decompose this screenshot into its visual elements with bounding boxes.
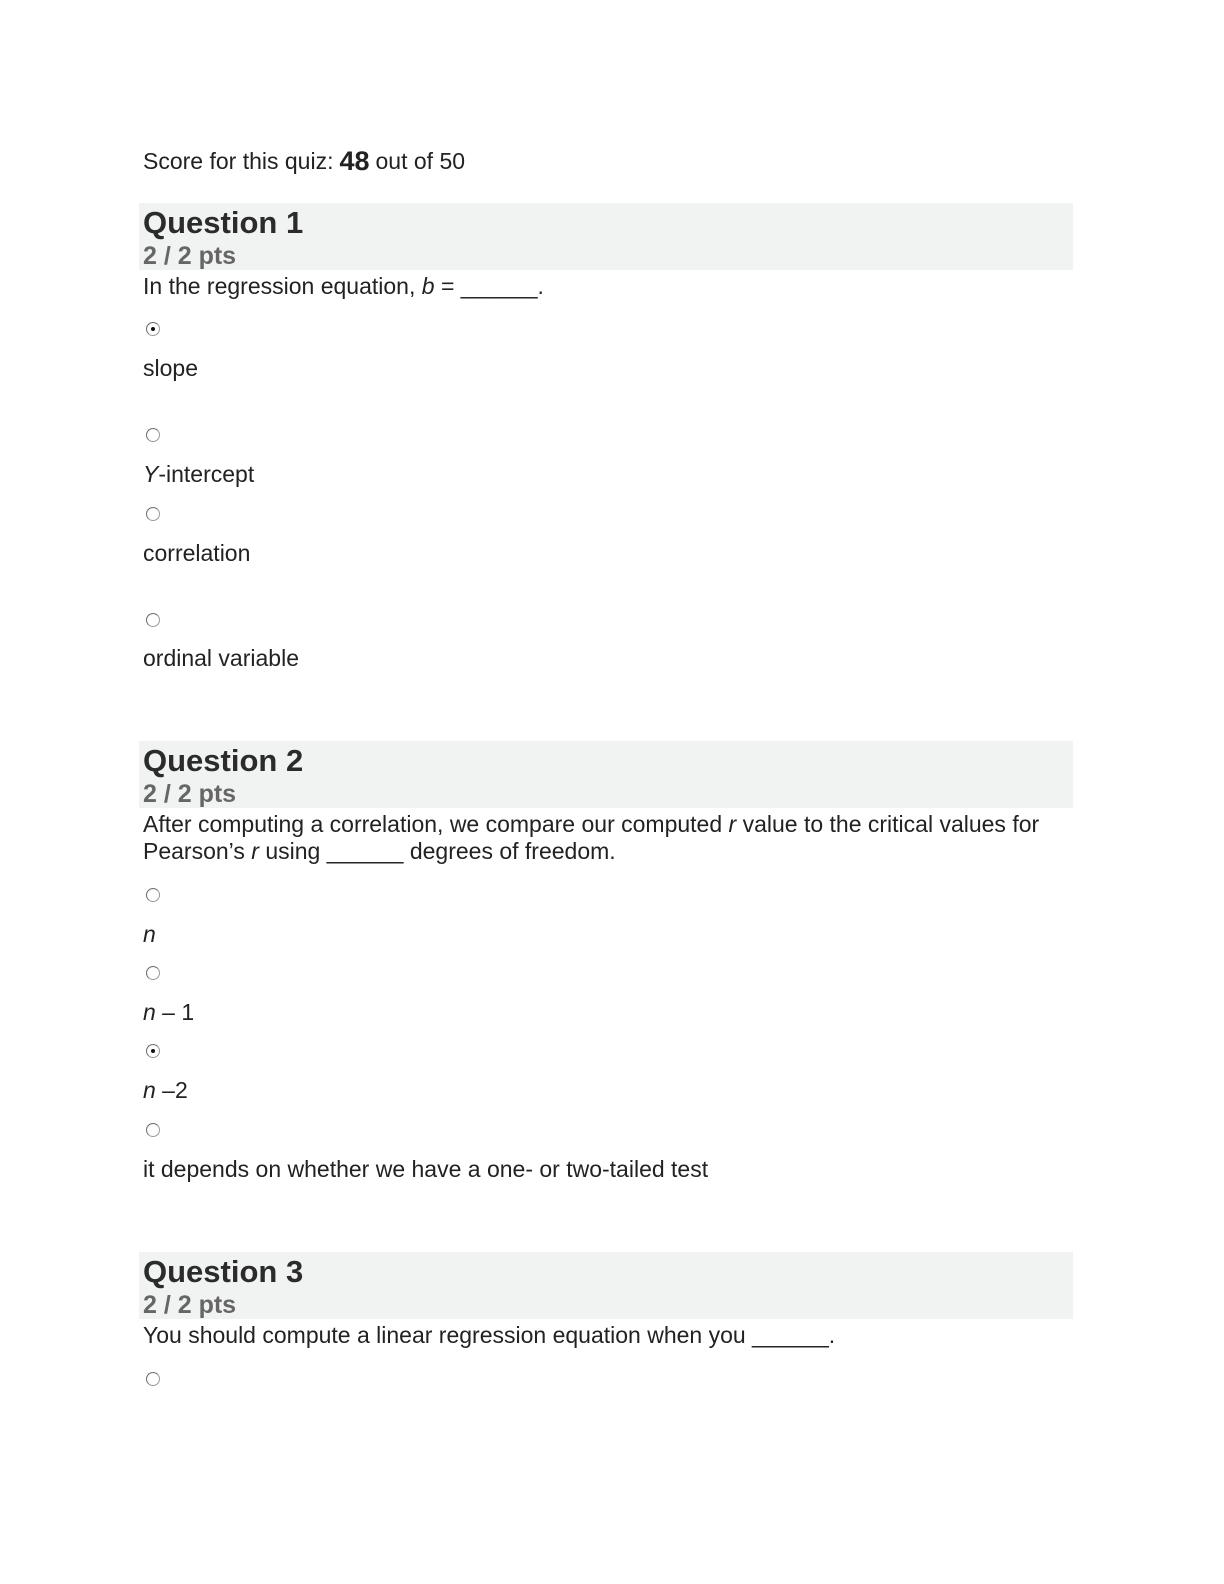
- quiz-score: [143, 143, 465, 179]
- q2-option-1-radio[interactable]: [146, 888, 160, 902]
- q1-option-4-radio[interactable]: [146, 613, 160, 627]
- q1-option-3-label: correlation: [143, 540, 251, 566]
- question-3-header: [139, 1252, 1073, 1319]
- question-title: Question 2: [143, 743, 304, 778]
- q2-option-3-label: n –2: [143, 1077, 188, 1103]
- q1-option-3-radio[interactable]: [146, 507, 160, 521]
- q2-option-2-radio[interactable]: [146, 966, 160, 980]
- score-prefix: Score for this quiz:: [143, 148, 334, 174]
- q2-option-3-radio[interactable]: [146, 1044, 160, 1058]
- q2-option-1-label: n: [143, 921, 156, 947]
- q1-option-2-radio[interactable]: [146, 428, 160, 442]
- q3-option-1-radio[interactable]: [146, 1372, 160, 1386]
- question-1-text: In the regression equation, b = ______.: [143, 273, 544, 299]
- question-2-text: After computing a correlation, we compare our computed r value to the critical values for Pearson’s r using ______ degrees of freedom.: [143, 811, 1040, 864]
- question-2-header: [139, 741, 1073, 808]
- q2-option-4-label: it depends on whether we have a one- or two-tailed test: [143, 1156, 709, 1182]
- score-suffix: out of 50: [375, 148, 466, 174]
- question-points: 2 / 2 pts: [143, 1291, 237, 1319]
- q1-option-1-label: slope: [143, 355, 198, 381]
- question-points: 2 / 2 pts: [143, 780, 237, 808]
- q2-option-2-label: n – 1: [143, 999, 195, 1025]
- score-value: 48: [339, 146, 370, 176]
- q1-option-2-label: Y-intercept: [143, 461, 255, 487]
- q2-option-4-radio[interactable]: [146, 1123, 160, 1137]
- question-title: Question 1: [143, 205, 304, 240]
- question-points: 2 / 2 pts: [143, 242, 237, 270]
- question-3-text: You should compute a linear regression equation when you ______.: [143, 1322, 836, 1348]
- question-title: Question 3: [143, 1254, 304, 1289]
- question-1-header: [139, 203, 1073, 270]
- q1-option-1-radio[interactable]: [146, 322, 160, 336]
- q1-option-4-label: ordinal variable: [143, 645, 299, 671]
